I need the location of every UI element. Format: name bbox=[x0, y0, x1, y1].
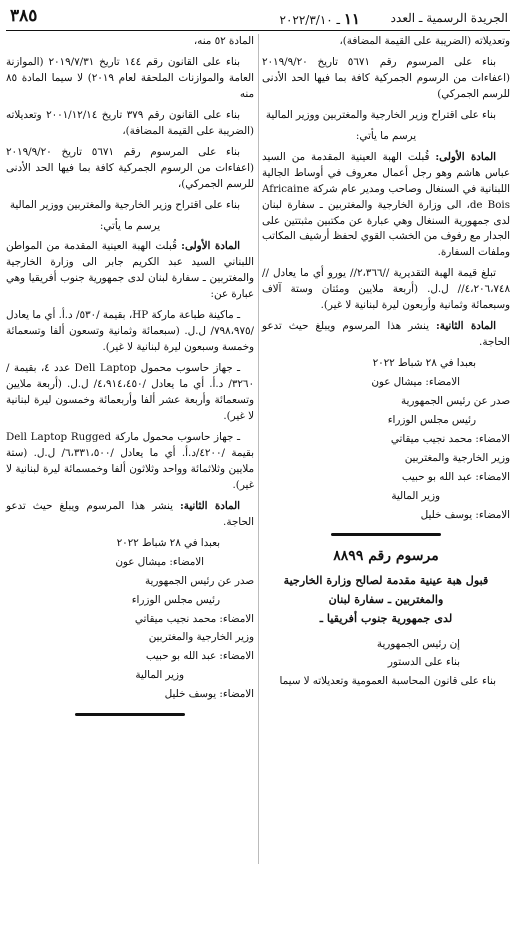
signature-line: الامضاء: ميشال عون bbox=[371, 376, 460, 389]
paragraph: المادة ٥٢ منه، bbox=[193, 35, 254, 47]
signature-line: وزير المالية bbox=[135, 669, 184, 682]
signature-line: صدر عن رئيس الجمهورية bbox=[400, 395, 510, 408]
decree-subject-line: لدى جمهورية جنوب أفريقيا ـ bbox=[319, 611, 453, 626]
signature-line: الامضاء: ميشال عون bbox=[115, 555, 204, 568]
article-label: المادة الأولى: bbox=[181, 240, 240, 253]
paragraph: بناء على القانون رقم ٣٧٩ تاريخ ٢٠٠١/١٢/١٤ وتعديلاته (الضريبة على القيمة المضافة)، bbox=[6, 108, 254, 137]
donation-item: ـ جهاز حاسوب محمول ماركة Dell Laptop Rugged بقيمة /٤٢٠٠/د.أ. أي ما يعادل /٦،٣٣١،٥٠٠/ ل.ل. (ستة ملايين وثلاثمائة وواحد وثلاثون ألفا وخمسمائة ليرة لبنانية لا غير). bbox=[6, 430, 254, 491]
article-label: المادة الثانية: bbox=[180, 499, 240, 512]
article-text: قُبلت الهبة العينية المقدمة من السيد عباس هاشم وهو رجل أعمال معروف في أوساط الجالية اللبنانية في السنغال وصاحب ومدير عام شركة Africaine de Bois، الى وزارة الخارجية والمغتربين ـ سفارة لبنان لدى جمهورية السنغال وهي عبارة عن مكتبين مثبتتين على الجدار مع رفوف من الخشب القوي لحفظ أرشيف المكاتب وملفات السفارة. bbox=[262, 150, 510, 259]
decree-subject bbox=[262, 571, 510, 628]
paragraph: بناء على اقتراح وزير الخارجية والمغتربين ووزير المالية bbox=[9, 198, 240, 211]
article-label: المادة الثانية: bbox=[436, 320, 496, 333]
donation-item: ـ ماكينة طباعة ماركة HP، بقيمة /٥٣٠/ د.أ. أي ما يعادل /٧٩٨،٩٧٥/ ل.ل. (سبعمائة وثمانية وتسعون ألفا وتسعمائة وخمسة وسبعون ليرة لبنانية لا غير). bbox=[6, 309, 254, 354]
article-text: قُبلت الهبة العينية المقدمة من المواطن اللبناني السيد عبد الكريم جابر الى وزارة الخارجية والمغتربين ـ سفارة لبنان لدى جمهورية جنوب أفريقيا وهي عبارة عن: bbox=[6, 240, 254, 301]
article-1 bbox=[6, 239, 254, 303]
article-2 bbox=[6, 499, 254, 531]
signature-line: الامضاء: عبد الله بو حبيب bbox=[145, 650, 254, 663]
signature-line: رئيس مجلس الوزراء bbox=[131, 593, 220, 606]
signature-line: صدر عن رئيس الجمهورية bbox=[144, 574, 254, 587]
paragraph: بناء على المرسوم رقم ٥٦٧١ تاريخ ٢٠١٩/٩/٢٠ (اعفاءات من الرسوم الجمركية كافة بما فيها الحد الأدنى للرسم الجمركي) bbox=[262, 55, 510, 100]
donation-item: ـ جهاز حاسوب محمول Dell Laptop عدد ٤، بقيمة /٣٢٦٠/ د.أ. أي ما يعادل /٤،٩١٤،٤٥٠/ ل.ل. (أربعة ملايين وتسعمائة وأربعة عشر ألفا وأربعمائة وخمسون ليرة لبنانية لا غير). bbox=[6, 362, 254, 423]
decree-subject-line: قبول هبة عينية مقدمة لصالح وزارة الخارجية bbox=[283, 573, 489, 588]
right-column bbox=[262, 34, 510, 695]
signature-line: وزير الخارجية والمغتربين bbox=[148, 631, 254, 644]
page-header bbox=[6, 6, 510, 31]
preamble-line: إن رئيس الجمهورية bbox=[376, 637, 460, 650]
article-text: ينشر هذا المرسوم ويبلغ حيث تدعو الحاجة. bbox=[262, 320, 510, 349]
section-end-rule bbox=[326, 530, 446, 540]
issue-number: ١١ bbox=[343, 10, 360, 28]
signature-line: وزير المالية bbox=[391, 489, 440, 502]
signature-line: وزير الخارجية والمغتربين bbox=[404, 451, 510, 464]
section-end-rule bbox=[70, 709, 190, 719]
paragraph: وتعديلاته (الضريبة على القيمة المضافة)، bbox=[339, 35, 510, 47]
column-divider bbox=[258, 34, 259, 864]
decree-title: مرسوم رقم ٨٨٩٩ bbox=[333, 547, 439, 564]
decree-subject-line: والمغتربين ـ سفارة لبنان bbox=[328, 592, 444, 607]
left-column bbox=[6, 34, 254, 725]
preamble-line: بناء على الدستور bbox=[387, 656, 460, 669]
article-2 bbox=[262, 319, 510, 351]
article-text: ينشر هذا المرسوم ويبلغ حيث تدعو الحاجة. bbox=[6, 499, 254, 528]
page-number: ٣٨٥ bbox=[10, 6, 38, 26]
donation-value: تبلغ قيمة الهبة التقديرية //٢،٣٦٦// يورو أي ما يعادل //٤،٢٠٦،٧٤٨// ل.ل. (أربعة ملايين ومئتان وستة آلاف وسبعمائة وثمانية وأربعون ليرة لبنانية لا غير). bbox=[262, 267, 510, 312]
preamble-line: بناء على قانون المحاسبة العمومية وتعديلاته لا سيما bbox=[279, 675, 496, 688]
decrees-heading: يرسم ما يأتي: bbox=[355, 129, 417, 142]
signature-line: رئيس مجلس الوزراء bbox=[387, 414, 476, 427]
signature-line: الامضاء: محمد نجيب ميقاتي bbox=[134, 612, 254, 625]
signature-line: الامضاء: يوسف خليل bbox=[164, 688, 254, 701]
paragraph: بناء على القانون رقم ١٤٤ تاريخ ٢٠١٩/٧/٣١ (الموازنة العامة والموازنات الملحقة لعام ٢٠١٩) لا سيما المادة ٨٥ منه bbox=[6, 55, 254, 100]
article-label: المادة الأولى: bbox=[435, 150, 496, 163]
decree-date: بعبدا في ٢٨ شباط ٢٠٢٢ bbox=[372, 357, 476, 370]
issue-info bbox=[280, 10, 361, 28]
signature-line: الامضاء: يوسف خليل bbox=[420, 508, 510, 521]
signature-line: الامضاء: محمد نجيب ميقاتي bbox=[390, 432, 510, 445]
paragraph: بناء على اقتراح وزير الخارجية والمغتربين ووزير المالية bbox=[265, 108, 496, 121]
decree-date: بعبدا في ٢٨ شباط ٢٠٢٢ bbox=[116, 536, 220, 549]
paragraph: بناء على المرسوم رقم ٥٦٧١ تاريخ ٢٠١٩/٩/٢٠ (اعفاءات من الرسوم الجمركية كافة بما فيها الحد الأدنى للرسم الجمركي)، bbox=[6, 145, 254, 190]
decrees-heading: يرسم ما يأتي: bbox=[99, 219, 161, 232]
issue-date: ـ ٢٠٢٢/٣/١٠ bbox=[279, 13, 341, 27]
gazette-title: الجريدة الرسمية ـ العدد bbox=[390, 11, 508, 25]
article-1 bbox=[262, 150, 510, 262]
signature-line: الامضاء: عبد الله بو حبيب bbox=[401, 470, 510, 483]
